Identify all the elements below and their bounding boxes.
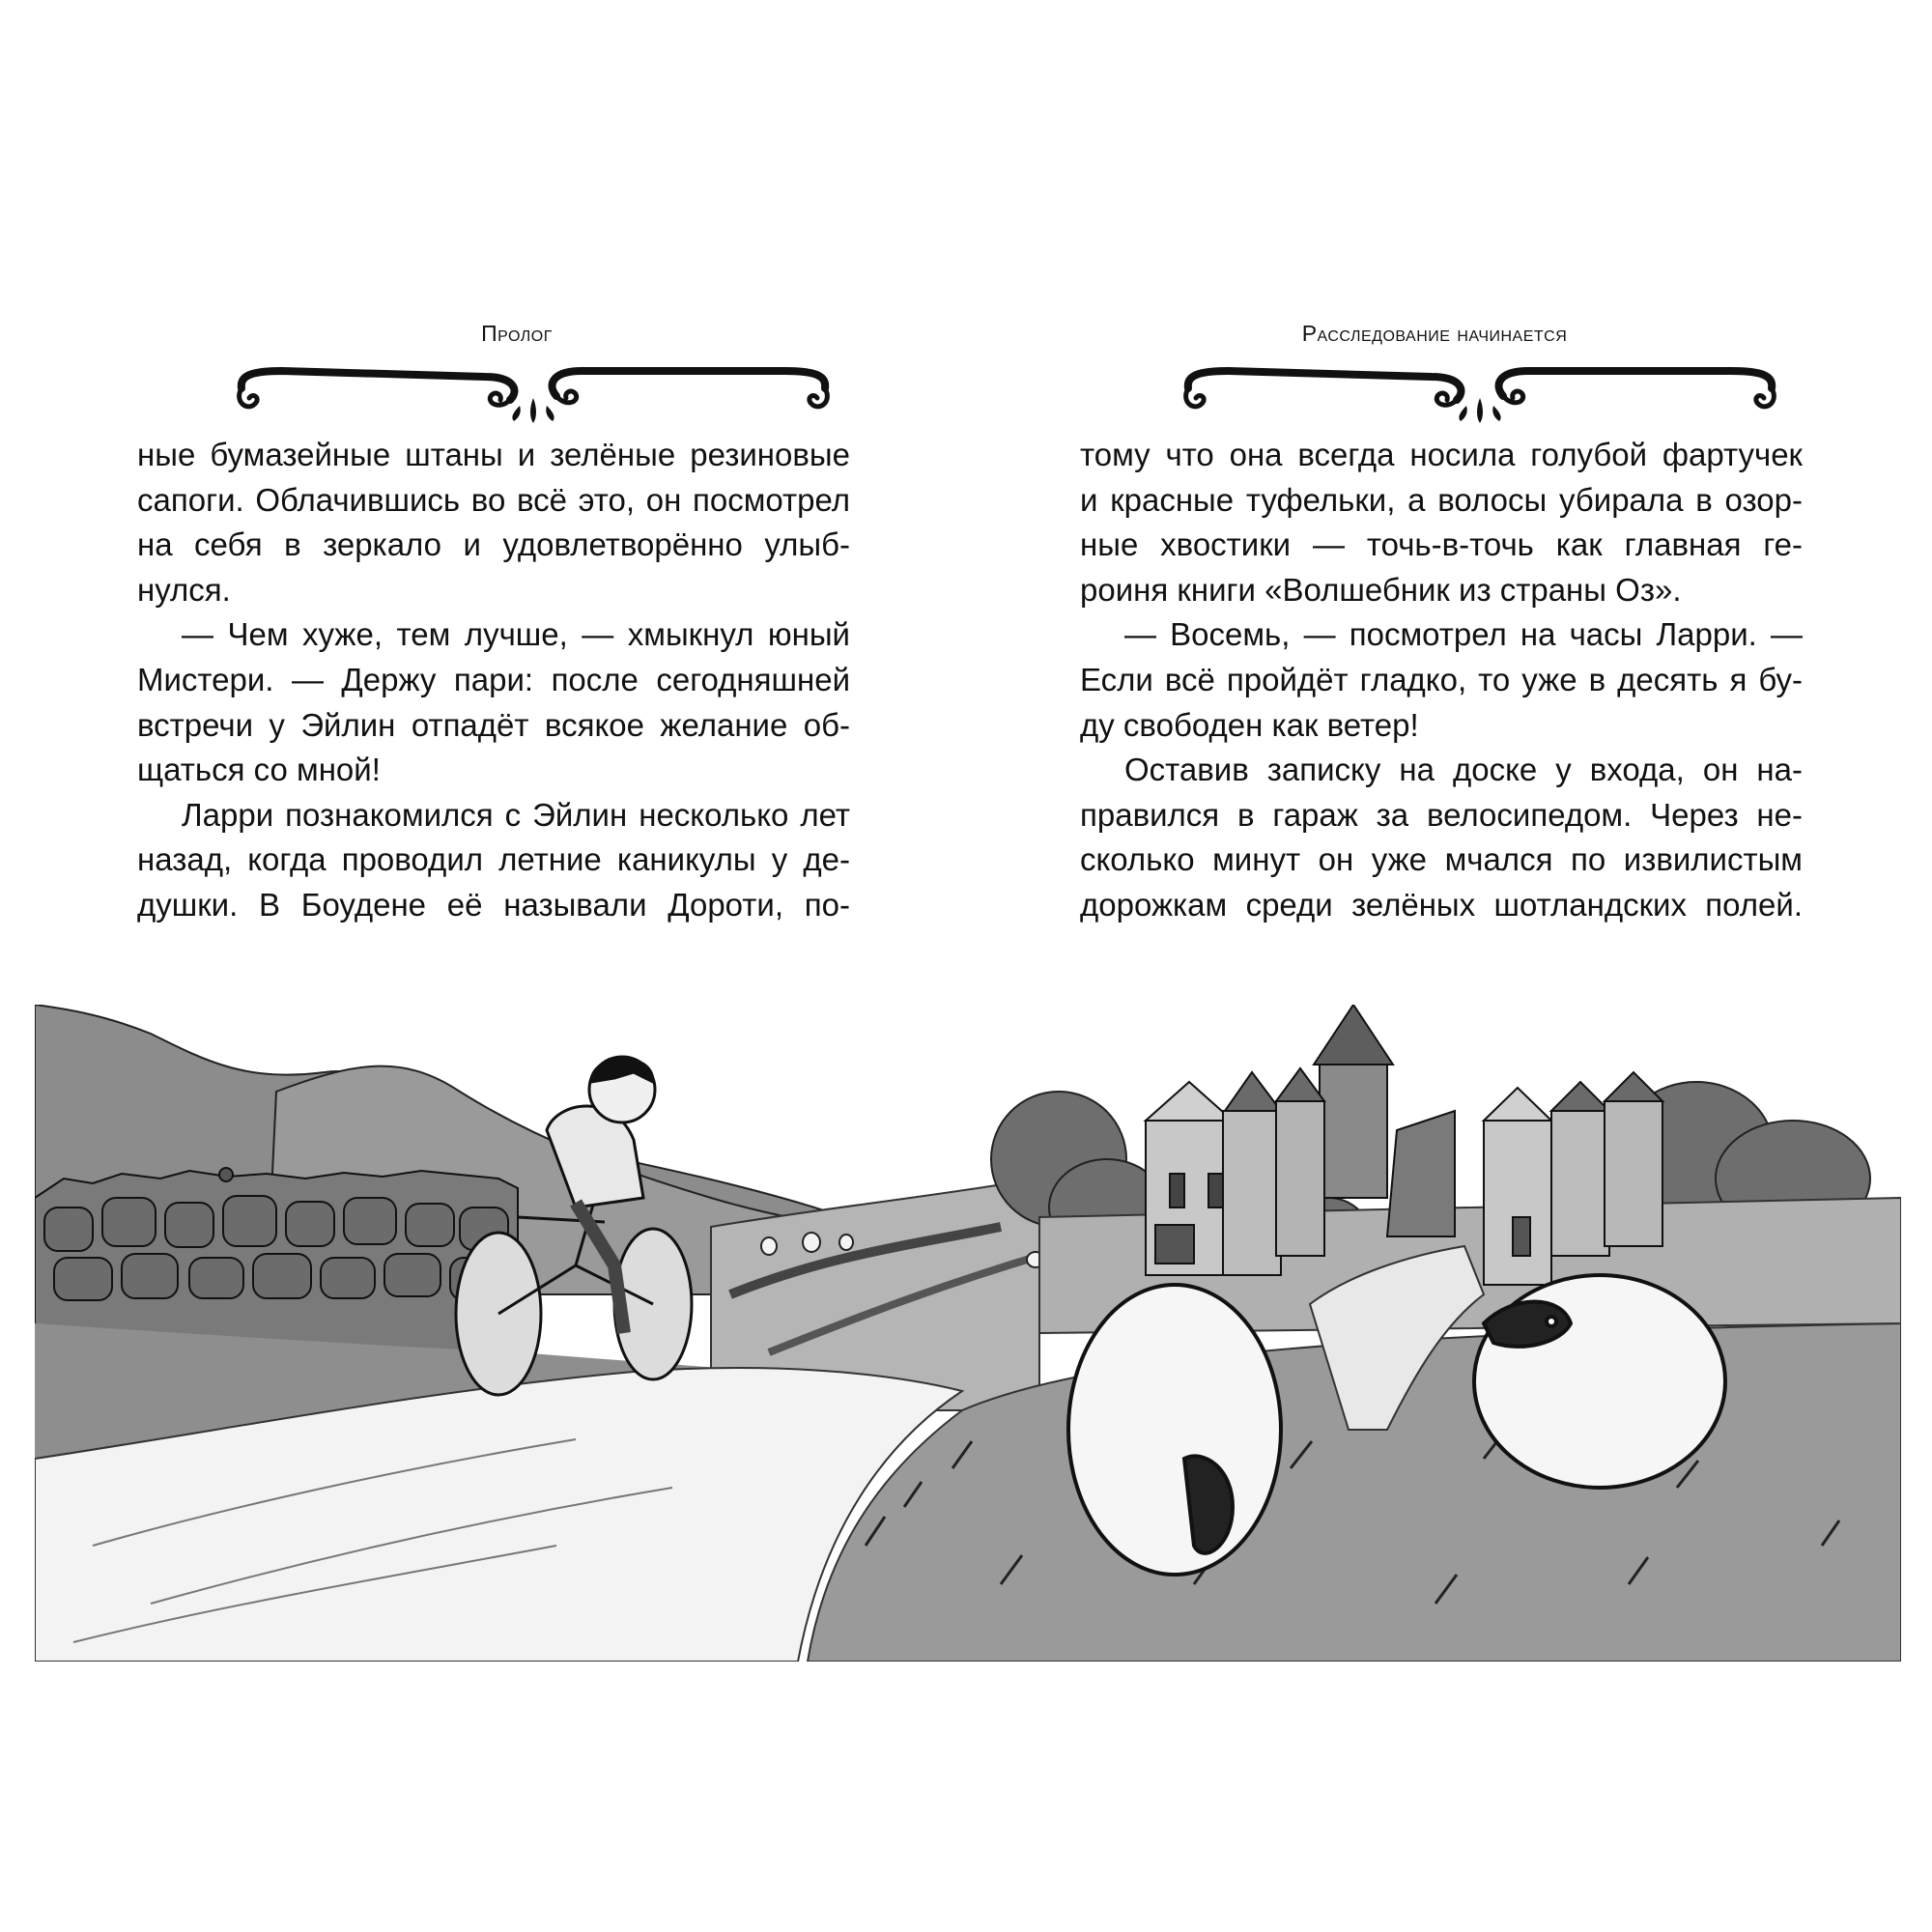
text-line: ные хвостики — точь-в-точь как главная ге-: [1080, 526, 1803, 563]
text-line: назад, когда проводил летние каникулы у де-: [137, 841, 850, 878]
scroll-ornament-icon: [224, 355, 842, 425]
text-line: Ларри познакомился с Эйлин несколько лет: [182, 796, 850, 833]
text-line: ду свободен как ветер!: [1080, 706, 1419, 743]
text-line: роиня книги «Волшебник из страны Оз».: [1080, 571, 1682, 608]
text-line: тому что она всегда носила голубой фартучек: [1080, 437, 1803, 472]
text-line: на себя в зеркало и удовлетворённо улыб-: [137, 526, 850, 563]
text-line: сапоги. Облачившись во всё это, он посмотрел: [137, 481, 850, 518]
sheep-grazing: [1068, 1285, 1281, 1575]
text-line: нулся.: [137, 571, 231, 608]
bird-icon: [219, 1168, 233, 1181]
text-line: душки. В Боудене её называли Дороти, по-: [137, 886, 850, 923]
countryside-illustration: [35, 1005, 1901, 1662]
body-text-right: [1080, 433, 1803, 928]
text-line: ные бумазейные штаны и зелёные резиновые: [137, 437, 850, 472]
running-head-right: Расследование начинается: [1301, 321, 1568, 346]
body-text-left: [137, 433, 850, 928]
text-line: Оставив записку на доске у входа, он на-: [1124, 752, 1803, 788]
text-line: Если всё пройдёт гладко, то уже в десять я бу-: [1080, 661, 1803, 697]
houses-left: [1146, 1068, 1324, 1275]
scroll-ornament-icon: [1171, 355, 1789, 425]
text-line: Мистери. — Держу пари: после сегодняшней: [137, 661, 850, 697]
text-line: правился в гараж за велосипедом. Через не-: [1080, 796, 1803, 833]
text-line: и красные туфельки, а волосы убирала в озор-: [1080, 481, 1803, 518]
text-line: встречи у Эйлин отпадёт всякое желание об-: [137, 706, 850, 743]
running-head-left: Пролог: [481, 321, 553, 346]
text-line: щаться со мной!: [137, 752, 381, 788]
text-line: дорожкам среди зелёных шотландских полей.: [1080, 886, 1803, 923]
text-line: сколько минут он уже мчался по извилистым: [1080, 841, 1803, 878]
sheep-looking: [1474, 1275, 1725, 1488]
text-line: — Чем хуже, тем лучше, — хмыкнул юный: [182, 616, 850, 653]
text-line: — Восемь, — посмотрел на часы Ларри. —: [1124, 616, 1803, 653]
